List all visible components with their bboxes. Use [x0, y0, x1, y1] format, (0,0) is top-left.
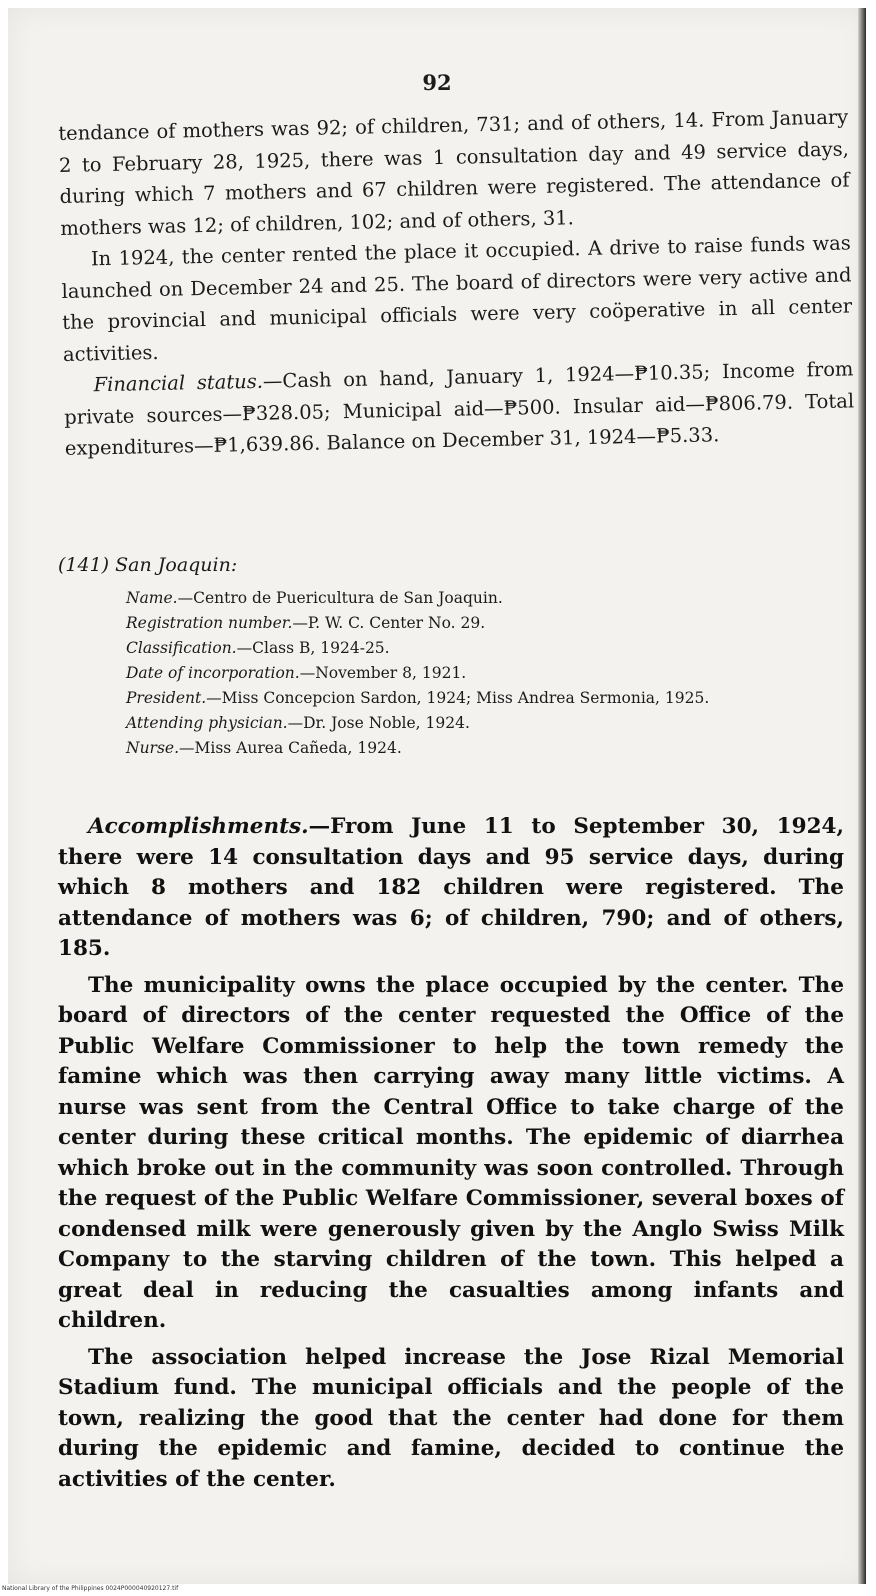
paragraph-fund-drive: In 1924, the center rented the place it occupied. A drive to raise funds was launched on December 24 and 25. The board of directors were very active and the provincial and municipal officials were very coöperative in all center activities. — [61, 231, 853, 366]
entry-classification — [126, 636, 841, 661]
entry-value: —Class B, 1924-25. — [236, 639, 390, 657]
paragraph-accomplishments — [58, 812, 844, 965]
entry-label: Registration number. — [126, 614, 293, 632]
entry-label: Nurse. — [126, 739, 180, 757]
entry-label: Attending physician. — [126, 714, 288, 732]
financial-status-label: Financial status. — [93, 369, 264, 397]
lower-text-block — [58, 812, 844, 1501]
accomplishments-label: Accomplishments. — [88, 814, 309, 839]
entry-value: —Miss Concepcion Sardon, 1924; Miss Andrea Sermonia, 1925. — [206, 689, 710, 707]
section-heading — [58, 554, 237, 576]
entry-value: —Dr. Jose Noble, 1924. — [287, 714, 470, 732]
page-number: 92 — [422, 70, 452, 95]
paragraph-financial-status — [63, 353, 855, 464]
accomplishments-text: —From June 11 to September 30, 1924, there were 14 consultation days and 95 service days, during which 8 mothers and 182 children were registered. The attendance of mothers was 6; of children, 790; and of others, 185. — [58, 814, 844, 961]
financial-status-text: —Cash on hand, January 1, 1924—₱10.35; Income from private sources—₱328.05; Municipal aid—₱500. Insular aid—₱806.79. Total expenditures—₱1,639.86. Balance on December 31, 1924—₱5.33. — [64, 357, 855, 460]
entry-value: —P. W. C. Center No. 29. — [292, 614, 486, 632]
page-edge-shadow — [858, 8, 866, 1584]
entry-registration-number — [126, 611, 841, 636]
entry-label: President. — [126, 689, 207, 707]
entry-date-of-incorporation — [126, 661, 841, 686]
entry-label: Date of incorporation. — [126, 664, 300, 682]
entry-president — [126, 686, 841, 711]
entry-label: Name. — [126, 589, 178, 607]
entry-value: —Centro de Puericultura de San Joaquin. — [177, 589, 503, 607]
paragraph-stadium-fund: The association helped increase the Jose Rizal Memorial Stadium fund. The municipal officials and the people of the town, realizing the good that the center had done for them during the epidemic and famine, decided to continue the activities of the center. — [58, 1344, 844, 1492]
section-number: (141) — [58, 554, 110, 576]
entry-attending-physician — [126, 711, 841, 736]
entry-name — [126, 586, 841, 611]
scan-footer: National Library of the Philippines 0024P000040920127.tif — [2, 1585, 179, 1592]
entry-label: Classification. — [126, 639, 237, 657]
upper-text-block — [58, 101, 855, 464]
paragraph-attendance: tendance of mothers was 92; of children, 731; and of others, 14. From January 2 to February 28, 1925, there was 1 consultation day and 49 service days, during which 7 mothers and 67 children were registered. The attendance of mothers was 12; of children, 102; and of others, 31. — [58, 105, 850, 240]
entry-nurse — [126, 736, 841, 761]
scanned-page — [8, 8, 866, 1584]
entry-value: —November 8, 1921. — [299, 664, 467, 682]
section-title: San Joaquin: — [115, 554, 238, 576]
paragraph-famine: The municipality owns the place occupied by the center. The board of directors of the center requested the Office of the Public Welfare Commissioner to help the town remedy the famine which was then carrying away many little victims. A nurse was sent from the Central Office to take charge of the center during these critical months. The epidemic of diarrhea which broke out in the community was soon controlled. Through the request of the Public Welfare Commissioner, several boxes of condensed milk were generously given by the Anglo Swiss Milk Company to the starving children of the town. This helped a great deal in reducing the casualties among infants and children. — [58, 972, 844, 1333]
entry-value: —Miss Aurea Cañeda, 1924. — [179, 739, 402, 757]
center-details-list — [126, 586, 841, 761]
